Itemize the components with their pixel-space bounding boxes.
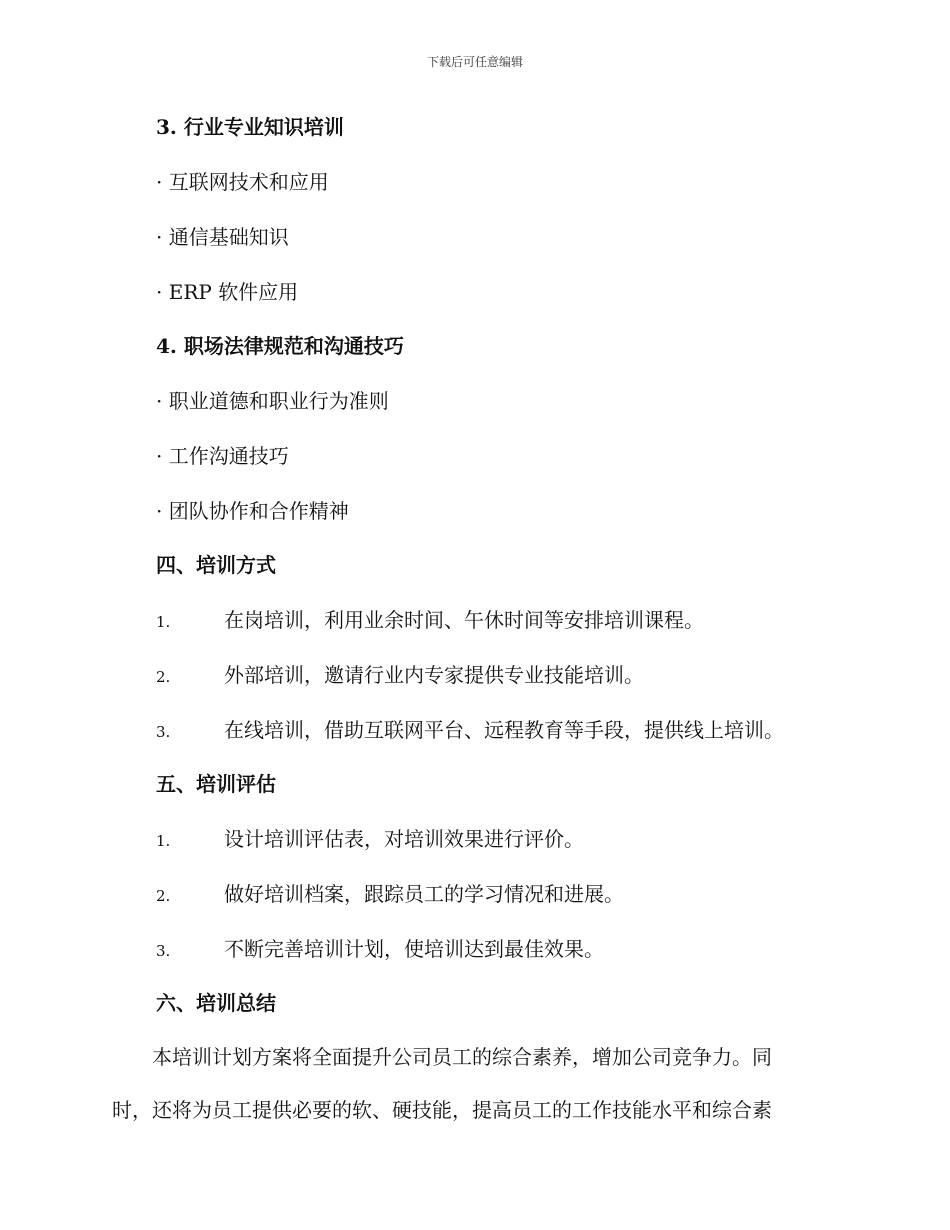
bullet-item: · ERP 软件应用 (156, 280, 299, 304)
bullet-item: · 团队协作和合作精神 (156, 499, 349, 523)
item-number: 2. (156, 887, 171, 905)
bullet-item: · 互联网技术和应用 (156, 170, 329, 194)
page-header: 下载后可任意编辑 (426, 55, 523, 69)
numbered-item (156, 661, 644, 691)
numbered-item (156, 825, 584, 855)
item-text: 设计培训评估表，对培训效果进行评价。 (224, 827, 584, 851)
bullet-item: · 工作沟通技巧 (156, 444, 289, 468)
bullet-item: · 通信基础知识 (156, 225, 289, 249)
section-heading: 3. 行业专业知识培训 (156, 115, 344, 139)
item-number: 1. (156, 832, 171, 850)
item-number: 2. (156, 668, 171, 686)
item-text: 在线培训，借助互联网平台、远程教育等手段，提供线上培训。 (224, 718, 784, 742)
numbered-item (156, 935, 604, 965)
bullet-item: · 职业道德和职业行为准则 (156, 389, 389, 413)
section-heading: 六、培训总结 (156, 991, 276, 1015)
paragraph-line: 本培训计划方案将全面提升公司员工的综合素养，增加公司竞争力。同 (112, 1045, 772, 1069)
numbered-item (156, 716, 784, 746)
numbered-item (156, 880, 624, 910)
item-text: 不断完善培训计划，使培训达到最佳效果。 (224, 937, 604, 961)
item-text: 做好培训档案，跟踪员工的学习情况和进展。 (224, 882, 624, 906)
paragraph-line: 时，还将为员工提供必要的软、硬技能，提高员工的工作技能水平和综合素 (112, 1098, 772, 1122)
item-number: 1. (156, 613, 171, 631)
section-heading: 四、培训方式 (156, 553, 276, 577)
section-heading: 4. 职场法律规范和沟通技巧 (156, 334, 404, 358)
item-number: 3. (156, 942, 171, 960)
item-text: 在岗培训，利用业余时间、午休时间等安排培训课程。 (224, 608, 704, 632)
item-number: 3. (156, 723, 171, 741)
numbered-item (156, 606, 704, 636)
item-text: 外部培训，邀请行业内专家提供专业技能培训。 (224, 663, 644, 687)
section-heading: 五、培训评估 (156, 772, 276, 796)
